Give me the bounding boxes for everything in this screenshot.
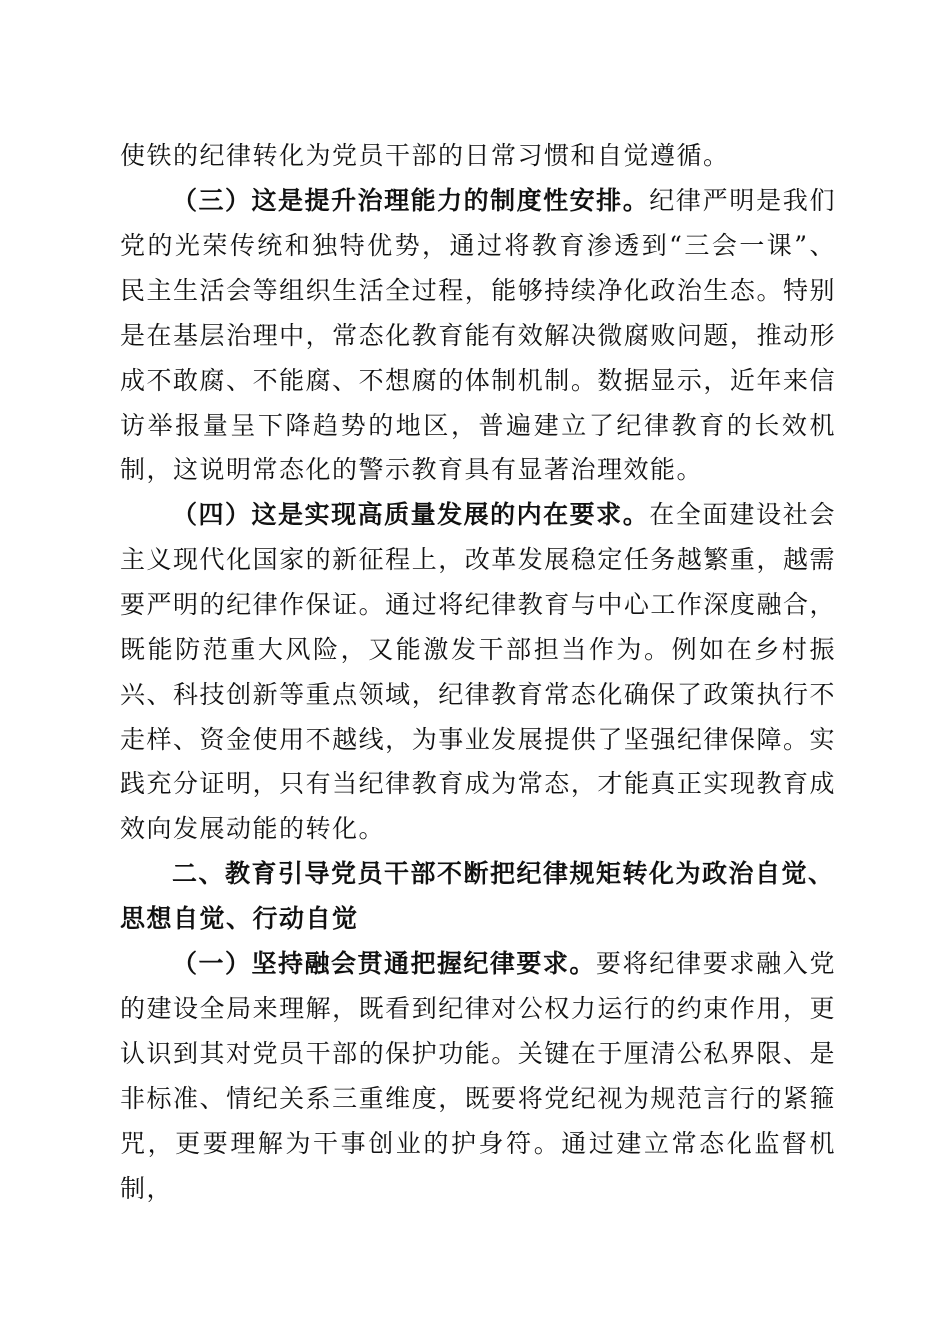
paragraph-text: 要将纪律要求融入党的建设全局来理解，既看到纪律对公权力运行的约束作用，更认识到其对党员干部的保护功能。关键在于厘清公私界限、是非标准、情纪关系三重维度，既要将党纪视为规范言行的紧箍咒，更要理解为干事创业的护身符。通过建立常态化监督机制， bbox=[120, 949, 836, 1203]
paragraph-section-3 bbox=[120, 179, 836, 493]
paragraph-subsection-1 bbox=[120, 942, 836, 1211]
paragraph-lead: （三）这是提升治理能力的制度性安排。 bbox=[172, 186, 650, 215]
paragraph-text: 纪律严明是我们党的光荣传统和独特优势，通过将教育渗透到“三会一课”、民主生活会等组织生活全过程，能够持续净化政治生态。特别是在基层治理中，常态化教育能有效解决微腐败问题，推动形成不敢腐、不能腐、不想腐的体制机制。数据显示，近年来信访举报量呈下降趋势的地区，普遍建立了纪律教育的长效机制，这说明常态化的警示教育具有显著治理效能。 bbox=[120, 186, 836, 485]
paragraph-lead: （四）这是实现高质量发展的内在要求。 bbox=[172, 500, 650, 529]
paragraph-text: 在全面建设社会主义现代化国家的新征程上，改革发展稳定任务越繁重，越需要严明的纪律作保证。通过将纪律教育与中心工作深度融合，既能防范重大风险，又能激发干部担当作为。例如在乡村振兴、科技创新等重点领域，纪律教育常态化确保了政策执行不走样、资金使用不越线，为事业发展提供了坚强纪律保障。实践充分证明，只有当纪律教育成为常态，才能真正实现教育成效向发展动能的转化。 bbox=[120, 500, 836, 844]
paragraph-section-4 bbox=[120, 493, 836, 852]
paragraph-lead: （一）坚持融会贯通把握纪律要求。 bbox=[172, 949, 596, 978]
section-heading: 二、教育引导党员干部不断把纪律规矩转化为政治自觉、思想自觉、行动自觉 bbox=[120, 859, 835, 933]
paragraph-continuation bbox=[120, 134, 836, 179]
paragraph-text: 使铁的纪律转化为党员干部的日常习惯和自觉遵循。 bbox=[120, 141, 730, 170]
